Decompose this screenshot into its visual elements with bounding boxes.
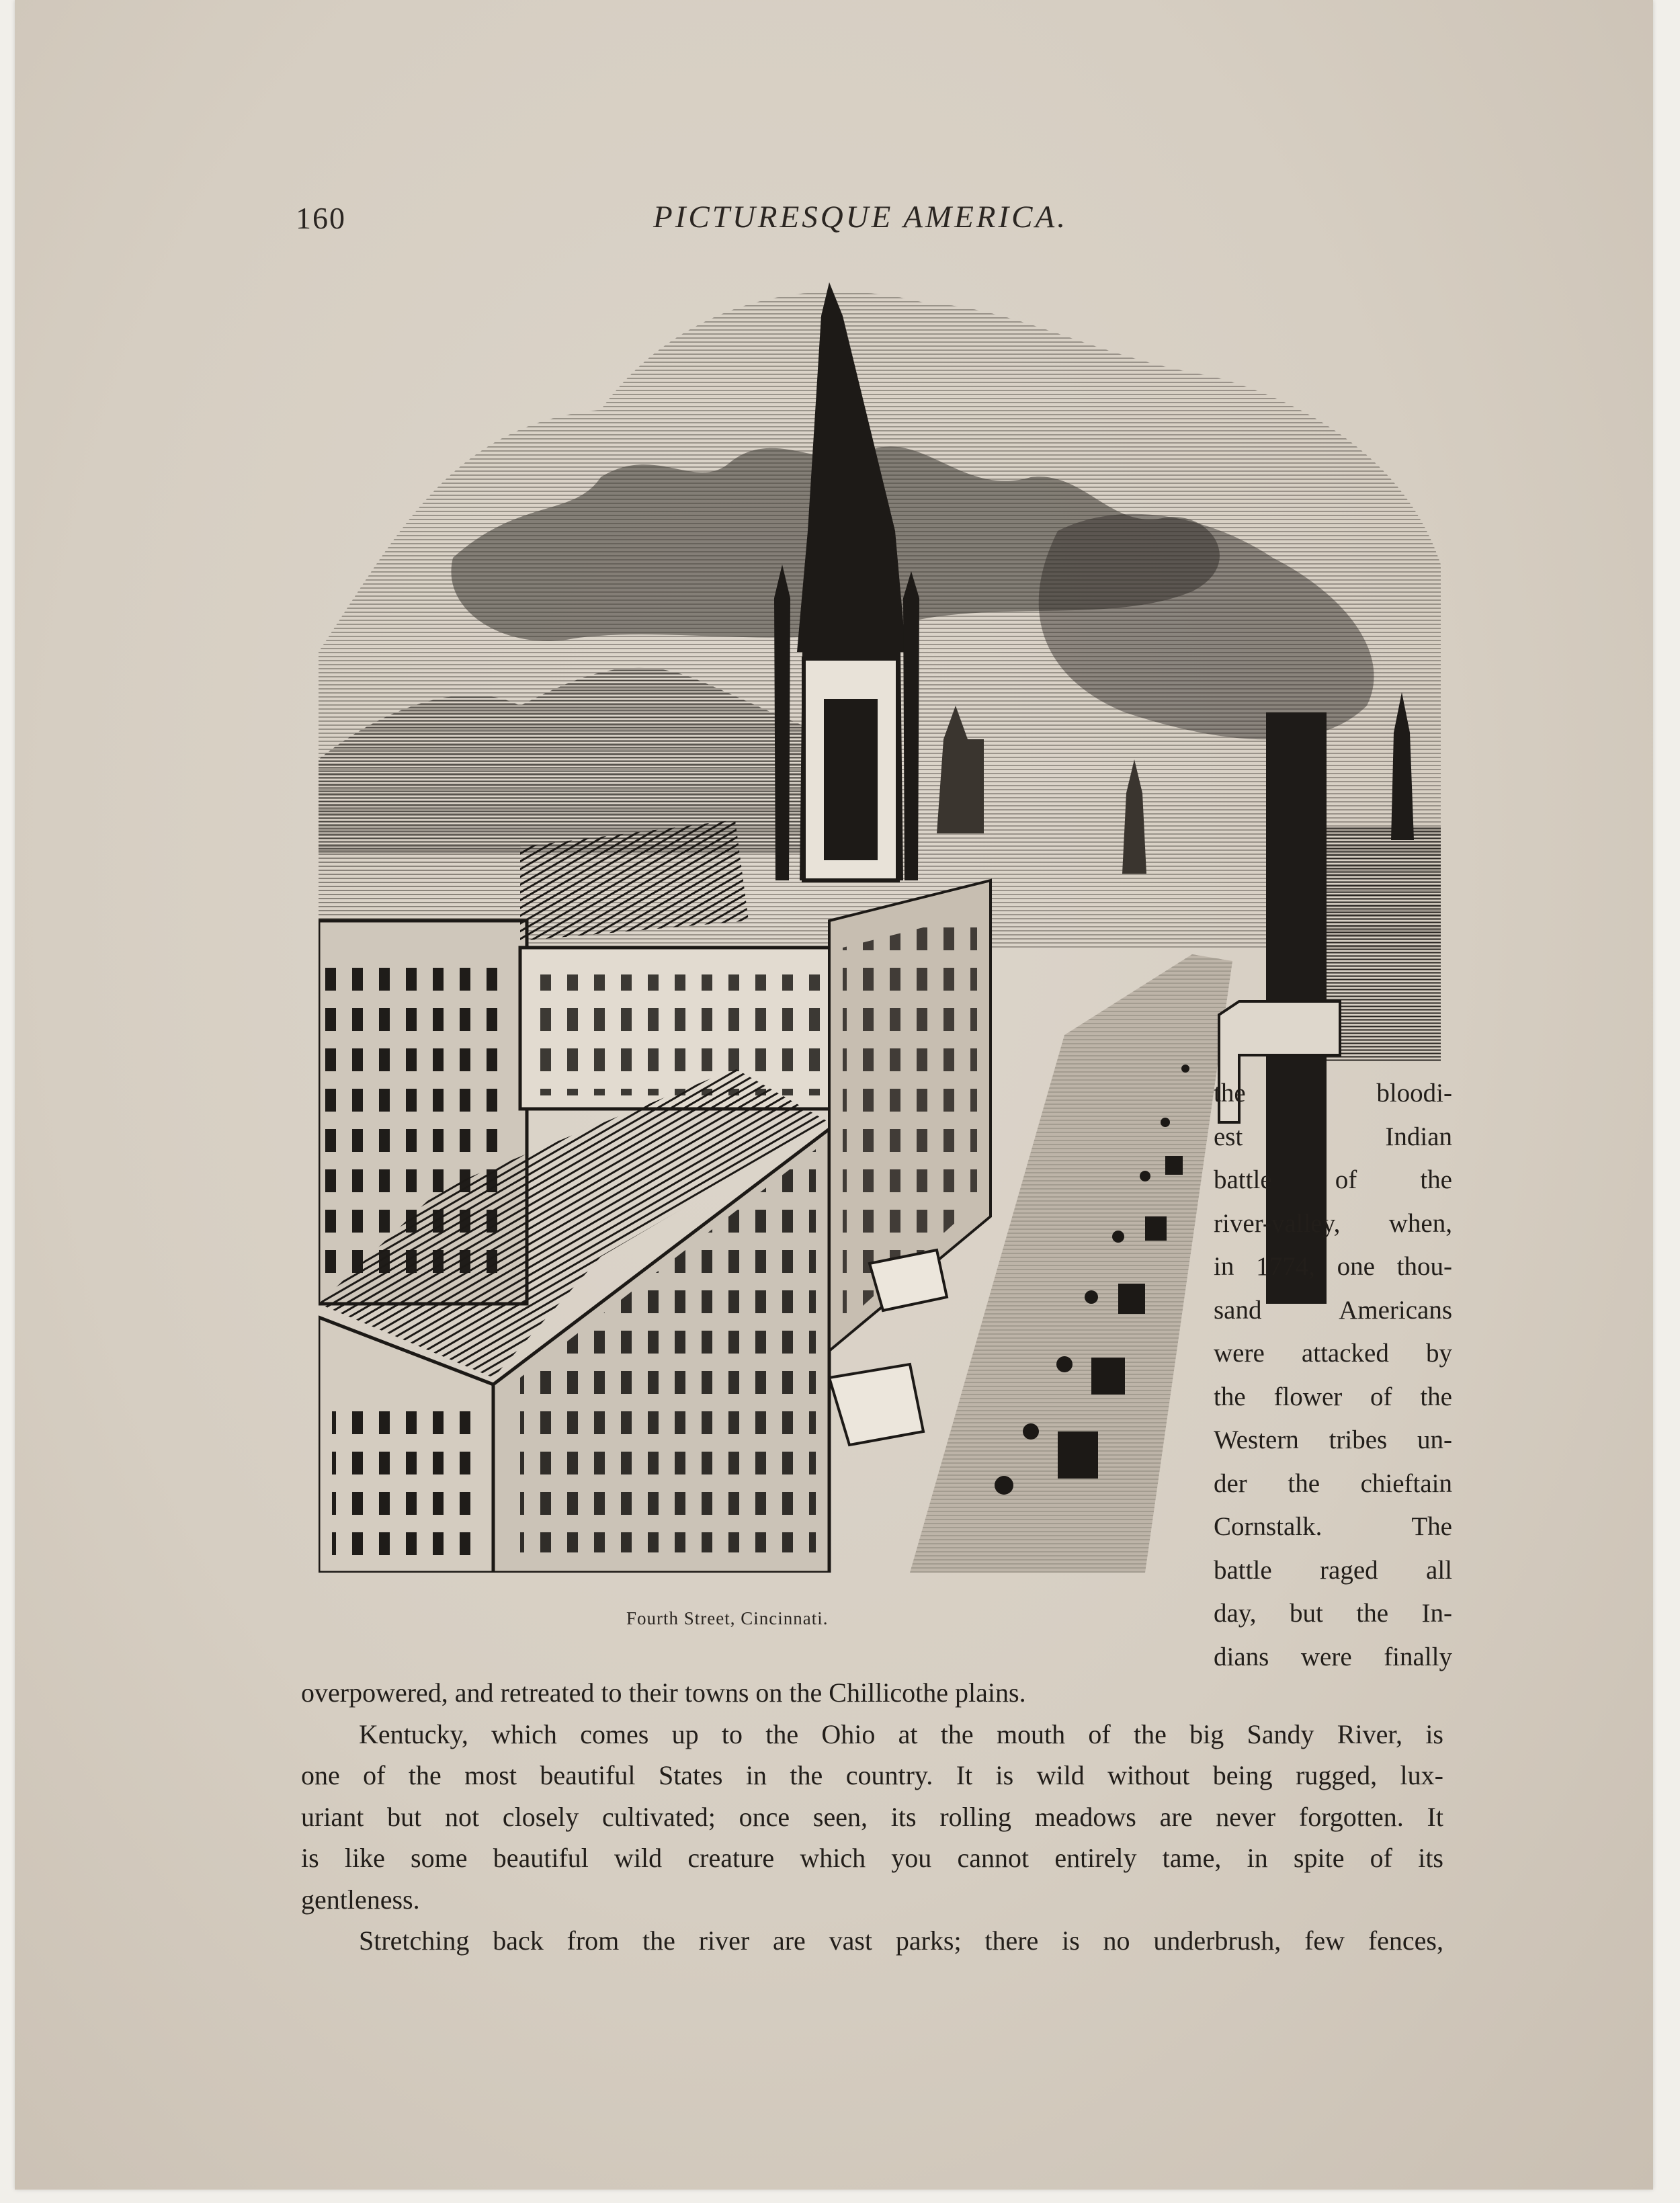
body-line: overpowered, and retreated to their towns on the Chillicothe plains. xyxy=(301,1677,1026,1708)
body-line: Kentucky, which comes up to the Ohio at the mouth of the big Sandy River, is xyxy=(359,1718,1443,1749)
side-text-line: were attacked by xyxy=(1214,1339,1452,1368)
side-text-line: battle raged all xyxy=(1214,1555,1452,1585)
side-text-line: day, but the In- xyxy=(1214,1599,1452,1628)
body-line: one of the most beautiful States in the country. It is wild without being rugged, lux- xyxy=(301,1760,1443,1790)
side-text-line: Cornstalk. The xyxy=(1214,1512,1452,1541)
body-line: is like some beautiful wild creature which you cannot entirely tame, in spite of its xyxy=(301,1843,1443,1873)
book-page xyxy=(15,0,1653,2190)
side-text-line: river-valley, when, xyxy=(1214,1208,1452,1238)
side-text-column xyxy=(1214,1072,1452,1679)
body-line: uriant but not closely cultivated; once seen, its rolling meadows are never forgotten. It xyxy=(301,1801,1443,1832)
side-text-line: the bloodi- xyxy=(1214,1079,1452,1108)
side-text-line: est Indian xyxy=(1214,1122,1452,1151)
side-text-line: in 1774, one thou- xyxy=(1214,1252,1452,1281)
side-text-line: Western tribes un- xyxy=(1214,1425,1452,1454)
body-line: Stretching back from the river are vast parks; there is no underbrush, few fences, xyxy=(359,1925,1443,1956)
side-text-line: battle of the xyxy=(1214,1165,1452,1194)
side-text-line: dians were finally xyxy=(1214,1642,1452,1671)
side-text-line: the flower of the xyxy=(1214,1382,1452,1411)
figure-caption: Fourth Street, Cincinnati. xyxy=(626,1608,829,1628)
page-number: 160 xyxy=(296,201,346,235)
running-title: PICTURESQUE AMERICA. xyxy=(653,200,1068,235)
side-text-line: sand Americans xyxy=(1214,1295,1452,1325)
body-line: gentleness. xyxy=(301,1884,420,1915)
side-text-line: der the chieftain xyxy=(1214,1468,1452,1498)
body-text xyxy=(301,1672,1443,1962)
